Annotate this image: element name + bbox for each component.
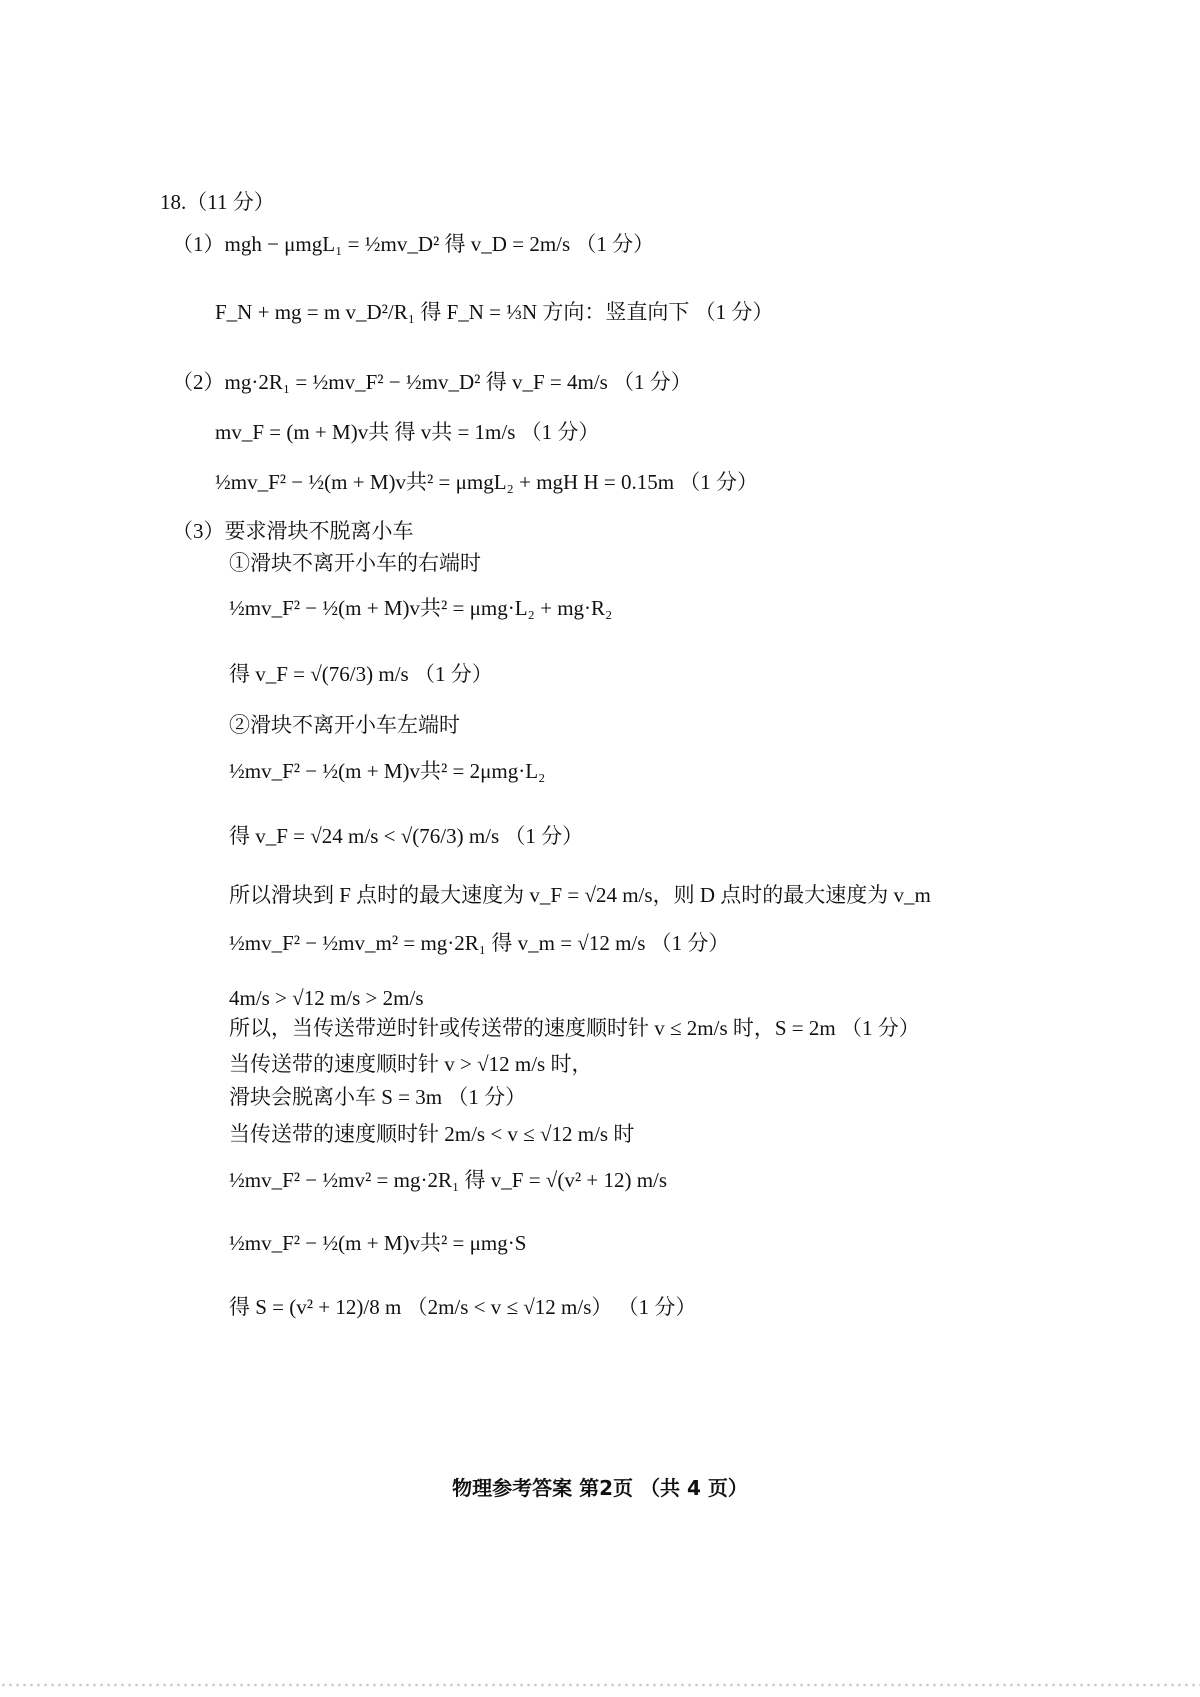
part3-case2-equation: ½mv_F² − ½(m + M)v共² = 2μmg·L₂ <box>229 759 546 783</box>
part3-speed-comparison: 4m/s > √12 m/s > 2m/s <box>229 986 424 1010</box>
part2-equation-energy: （2）mg·2R₁ = ½mv_F² − ½mv_D² 得 v_F = 4m/s （1 分） <box>172 370 692 394</box>
part3-equation-b: ½mv_F² − ½(m + M)v共² = μmg·S <box>229 1231 527 1255</box>
part3-conclusion-1: 所以，当传送带逆时针或传送带的速度顺时针 v ≤ 2m/s 时，S = 2m （1 分） <box>229 1016 920 1040</box>
part1-equation-normal-force: F_N + mg = m v_D²/R₁ 得 F_N = ⅓N 方向：竖直向下 （1 分） <box>215 300 774 324</box>
part3-case1-equation: ½mv_F² − ½(m + M)v共² = μmg·L₂ + mg·R₂ <box>229 596 613 620</box>
part3-case1-result: 得 v_F = √(76/3) m/s （1 分） <box>229 662 493 686</box>
page-footer: 物理参考答案 第2页 （共 4 页） <box>452 1476 748 1500</box>
part3-conclusion-2a: 当传送带的速度顺时针 v > √12 m/s 时， <box>229 1052 593 1076</box>
scan-noise-strip <box>0 1682 1200 1688</box>
part3-case2-title: ②滑块不离开小车左端时 <box>229 713 460 737</box>
part3-case2-result: 得 v_F = √24 m/s < √(76/3) m/s （1 分） <box>229 824 584 848</box>
part3-conclusion-2b: 滑块会脱离小车 S = 3m （1 分） <box>229 1085 527 1109</box>
part3-final-result: 得 S = (v² + 12)/8 m （2m/s < v ≤ √12 m/s） （1 分） <box>229 1295 697 1319</box>
part2-equation-height: ½mv_F² − ½(m + M)v共² = μmgL₂ + mgH H = 0.15m （1 分） <box>215 470 759 494</box>
part3-case1-title: ①滑块不离开小车的右端时 <box>229 551 481 575</box>
question-header: 18.（11 分） <box>160 190 275 214</box>
part3-title: （3）要求滑块不脱离小车 <box>172 519 414 543</box>
part3-conclusion-3: 当传送带的速度顺时针 2m/s < v ≤ √12 m/s 时 <box>229 1122 635 1146</box>
part1-equation-energy: （1）mgh − μmgL₁ = ½mv_D² 得 v_D = 2m/s （1 分） <box>172 232 655 256</box>
part3-vm-equation: ½mv_F² − ½mv_m² = mg·2R₁ 得 v_m = √12 m/s （1 分） <box>229 931 730 955</box>
part3-max-speed: 所以滑块到 F 点时的最大速度为 v_F = √24 m/s，则 D 点时的最大速度为 v_m <box>229 883 931 907</box>
part3-equation-a: ½mv_F² − ½mv² = mg·2R₁ 得 v_F = √(v² + 12) m/s <box>229 1168 668 1192</box>
part2-equation-momentum: mv_F = (m + M)v共 得 v共 = 1m/s （1 分） <box>215 420 600 444</box>
